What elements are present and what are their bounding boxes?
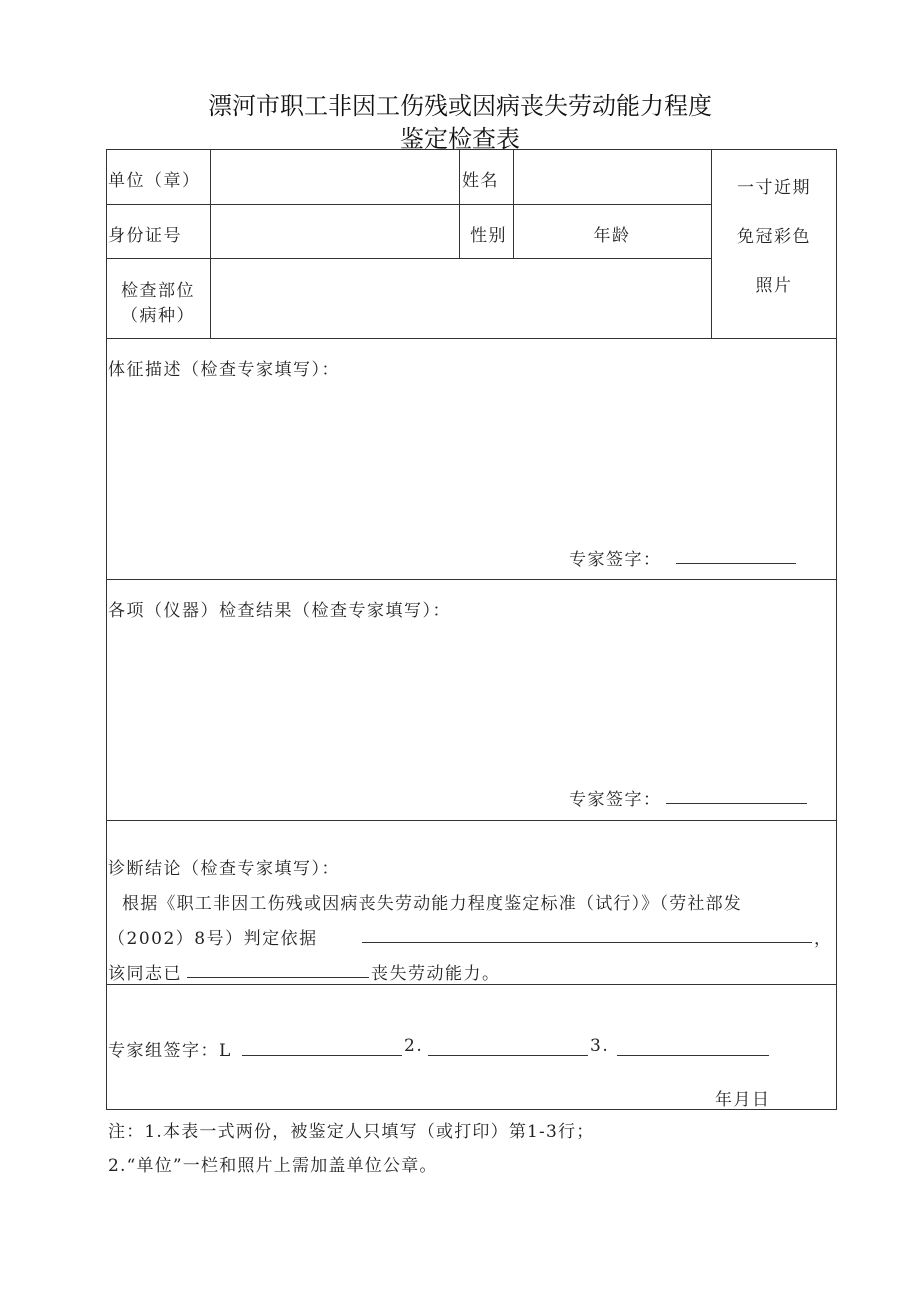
results-signature-label: 专家签字： — [569, 790, 662, 810]
grid-line — [106, 204, 711, 205]
grid-line — [106, 258, 711, 259]
diagnosis-basis-line[interactable] — [362, 942, 812, 943]
signs-signature-line[interactable] — [676, 563, 796, 564]
gender-label: 性别 — [470, 226, 507, 246]
unit-field[interactable] — [212, 152, 457, 202]
note-1: 注：1.本表一式两份，被鉴定人只填写（或打印）第1-3行； — [108, 1122, 595, 1142]
signs-label: 体征描述（检查专家填写）： — [108, 360, 340, 380]
grid-line — [106, 984, 837, 985]
group-signature-line-2[interactable] — [428, 1055, 588, 1056]
name-field[interactable] — [515, 152, 709, 202]
diagnosis-label: 诊断结论（检查专家填写）： — [108, 859, 340, 879]
id-label: 身份证号 — [108, 226, 182, 246]
group-signature-line-1[interactable] — [242, 1055, 402, 1056]
unit-label: 单位（章） — [108, 171, 201, 191]
age-label: 年龄 — [593, 226, 631, 246]
photo-label-line1: 一寸近期 — [737, 178, 811, 198]
group-signature-num3: 3. — [590, 1036, 610, 1056]
exam-part-field[interactable] — [212, 260, 709, 336]
results-signature-line[interactable] — [666, 803, 807, 804]
grid-line — [106, 338, 837, 339]
exam-part-label: 检查部位 — [121, 281, 195, 301]
disease-type-label: （病种） — [121, 306, 195, 326]
diagnosis-line3-suffix: 丧失劳动能力。 — [371, 964, 501, 984]
group-date: 年月日 — [715, 1090, 771, 1110]
group-signature-line-3[interactable] — [617, 1055, 769, 1056]
grid-line — [106, 579, 837, 580]
results-label: 各项（仪器）检查结果（检查专家填写）： — [108, 601, 451, 621]
form-title-line2: 鉴定检查表 — [400, 125, 520, 153]
diagnosis-degree-line[interactable] — [187, 977, 369, 978]
diagnosis-line2-prefix: （2002）8号）判定依据 — [108, 929, 318, 949]
note-2: 2.“单位”一栏和照片上需加盖单位公章。 — [108, 1156, 438, 1176]
id-field[interactable] — [212, 206, 457, 256]
grid-line — [210, 150, 211, 338]
name-label: 姓名 — [462, 171, 499, 191]
form-title-line1: 漂河市职工非因工伤残或因病丧失劳动能力程度 — [208, 92, 712, 120]
group-signature-label: 专家组签字：L — [108, 1041, 232, 1061]
photo-label-line2: 免冠彩色 — [737, 227, 811, 247]
group-signature-num2: 2. — [404, 1036, 424, 1056]
diagnosis-line3-prefix: 该同志已 — [108, 964, 182, 984]
grid-line — [106, 820, 837, 821]
photo-label-line3: 照片 — [755, 276, 793, 296]
diagnosis-line1: 根据《职工非因工伤残或因病丧失劳动能力程度鉴定标准（试行）》（劳社部发 — [122, 894, 742, 914]
signs-signature-label: 专家签字： — [569, 550, 662, 570]
diagnosis-line2-suffix: ， — [814, 929, 833, 949]
